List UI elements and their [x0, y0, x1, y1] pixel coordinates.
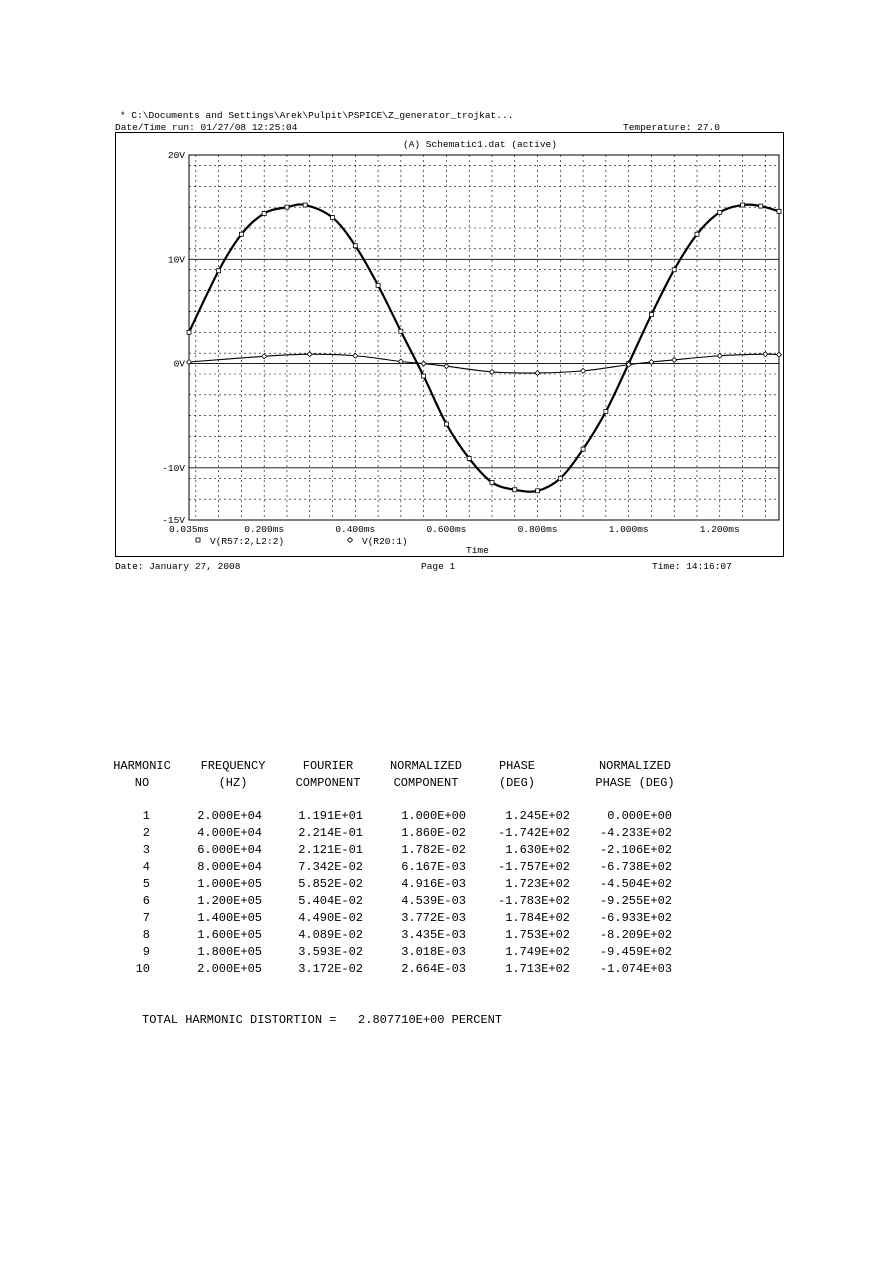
data-point	[777, 352, 782, 357]
table-cell: 4.916E-03	[401, 877, 466, 891]
column-header: NO	[134, 776, 150, 790]
table-cell: 5	[142, 877, 150, 891]
footer-date: Date: January 27, 2008	[115, 561, 241, 572]
x-tick-label: 1.000ms	[608, 524, 649, 535]
table-cell: 6.167E-03	[401, 860, 466, 874]
table-cell: 2	[142, 826, 150, 840]
series-line	[189, 204, 779, 491]
thd-line: TOTAL HARMONIC DISTORTION = 2.807710E+00 PERCENT	[142, 1013, 503, 1027]
table-cell: 5.404E-02	[298, 894, 363, 908]
table-cell: 1	[142, 809, 150, 823]
y-tick-label: 10V	[167, 254, 185, 266]
table-cell: 3.435E-03	[401, 928, 466, 942]
legend-marker-square	[196, 538, 200, 542]
table-cell: 8.000E+04	[197, 860, 262, 874]
table-cell: 2.664E-03	[401, 962, 466, 976]
column-header: (DEG)	[498, 776, 535, 790]
legend-item	[196, 536, 284, 547]
y-tick-label: 0V	[173, 358, 185, 370]
table-cell: 3	[142, 843, 150, 857]
table-cell: 3.172E-02	[298, 962, 363, 976]
table-cell: 2.121E-01	[298, 843, 363, 857]
table-cell: -9.255E+02	[599, 894, 672, 908]
data-point	[581, 447, 585, 451]
data-point	[490, 480, 494, 484]
data-point	[649, 313, 653, 317]
temperature: Temperature: 27.0	[623, 122, 720, 133]
column-header: FREQUENCY	[200, 759, 266, 773]
table-cell: 1.723E+02	[505, 877, 570, 891]
table-cell: -1.783E+02	[497, 894, 570, 908]
table-cell: 1.860E-02	[401, 826, 466, 840]
x-tick-label: 0.035ms	[169, 524, 209, 535]
run-datetime: Date/Time run: 01/27/08 12:25:04	[115, 122, 298, 133]
legend-label: V(R57:2,L2:2)	[210, 536, 285, 547]
legend-marker-diamond	[348, 538, 353, 543]
table-cell: -4.233E+02	[599, 826, 672, 840]
data-point	[331, 216, 335, 220]
data-point	[421, 361, 426, 366]
data-point	[759, 204, 763, 208]
data-point	[604, 410, 608, 414]
table-cell: 1.400E+05	[197, 911, 262, 925]
data-point	[285, 205, 289, 209]
table-cell: -1.742E+02	[497, 826, 570, 840]
table-cell: 1.753E+02	[505, 928, 570, 942]
column-header: NORMALIZED	[389, 759, 462, 773]
data-point	[422, 374, 426, 378]
table-cell: 1.000E+05	[197, 877, 262, 891]
table-cell: 7	[142, 911, 150, 925]
plot-frame	[115, 132, 784, 557]
data-point	[489, 369, 494, 374]
column-header: PHASE (DEG)	[595, 776, 675, 790]
table-cell: 1.713E+02	[505, 962, 570, 976]
table-cell: 10	[135, 962, 150, 976]
table-cell: -6.933E+02	[599, 911, 672, 925]
table-cell: 1.200E+05	[197, 894, 262, 908]
table-cell: 8	[142, 928, 150, 942]
data-point	[444, 364, 449, 369]
table-cell: 0.000E+00	[607, 809, 672, 823]
data-point	[535, 370, 540, 375]
data-point	[558, 476, 562, 480]
data-point	[718, 210, 722, 214]
table-cell: 1.784E+02	[505, 911, 570, 925]
legend-item	[348, 536, 408, 547]
footer-time: Time: 14:16:07	[652, 561, 732, 572]
data-point	[262, 211, 266, 215]
table-cell: 1.630E+02	[505, 843, 570, 857]
column-header: (HZ)	[218, 776, 248, 790]
data-point	[536, 489, 540, 493]
waveform-chart	[116, 133, 783, 556]
table-cell: 1.245E+02	[505, 809, 570, 823]
chart-ticks	[162, 150, 740, 535]
table-cell: 4	[142, 860, 150, 874]
data-point	[262, 354, 267, 359]
table-cell: 9	[142, 945, 150, 959]
y-tick-label: -15V	[162, 515, 185, 526]
y-tick-label: 20V	[167, 150, 185, 161]
footer-page: Page 1	[421, 561, 456, 572]
x-tick-label: 0.200ms	[244, 524, 285, 535]
x-tick-label: 0.400ms	[335, 524, 376, 535]
table-cell: 1.749E+02	[505, 945, 570, 959]
table-cell: 4.490E-02	[298, 911, 363, 925]
legend-label: V(R20:1)	[362, 536, 408, 547]
data-point	[353, 244, 357, 248]
table-cell: 1.800E+05	[197, 945, 262, 959]
column-header: PHASE	[498, 759, 535, 773]
table-cell: 6.000E+04	[197, 843, 262, 857]
chart-legend	[196, 536, 408, 547]
table-cell: -1.757E+02	[497, 860, 570, 874]
data-point	[741, 203, 745, 207]
table-cell: 4.000E+04	[197, 826, 262, 840]
table-cell: 2.214E-01	[298, 826, 363, 840]
x-tick-label: 0.800ms	[517, 524, 558, 535]
table-cell: -2.106E+02	[599, 843, 672, 857]
table-cell: 4.089E-02	[298, 928, 363, 942]
data-point	[467, 456, 471, 460]
table-cell: 3.772E-03	[401, 911, 466, 925]
table-cell: 3.018E-03	[401, 945, 466, 959]
table-cell: -9.459E+02	[599, 945, 672, 959]
x-tick-label: 0.600ms	[426, 524, 467, 535]
chart-title: (A) Schematic1.dat (active)	[403, 139, 557, 150]
column-header: FOURIER	[302, 759, 354, 773]
table-cell: -1.074E+03	[599, 962, 672, 976]
data-point	[695, 232, 699, 236]
table-cell: 4.539E-03	[401, 894, 466, 908]
data-point	[307, 352, 312, 357]
data-point	[217, 269, 221, 273]
chart-series	[187, 203, 782, 493]
table-cell: 1.191E+01	[298, 809, 363, 823]
data-point	[187, 330, 191, 334]
column-header: COMPONENT	[295, 776, 361, 790]
data-point	[763, 352, 768, 357]
table-cell: 1.000E+00	[401, 809, 466, 823]
table-cell: 2.000E+04	[197, 809, 262, 823]
x-tick-label: 1.200ms	[699, 524, 740, 535]
table-cell: 7.342E-02	[298, 860, 363, 874]
table-cell: 3.593E-02	[298, 945, 363, 959]
data-point	[581, 368, 586, 373]
table-cell: 1.600E+05	[197, 928, 262, 942]
data-point	[399, 329, 403, 333]
table-cell: -4.504E+02	[599, 877, 672, 891]
file-path: * C:\Documents and Settings\Arek\Pulpit\PSPICE\Z_generator_trojkat...	[120, 110, 514, 121]
table-cell: 6	[142, 894, 150, 908]
data-point	[353, 353, 358, 358]
column-header: HARMONIC	[113, 759, 171, 773]
data-point	[376, 283, 380, 287]
data-point	[672, 268, 676, 272]
table-cell: 2.000E+05	[197, 962, 262, 976]
column-header: NORMALIZED	[598, 759, 671, 773]
data-point	[717, 353, 722, 358]
data-point	[303, 203, 307, 207]
table-cell: 5.852E-02	[298, 877, 363, 891]
data-point	[672, 357, 677, 362]
data-point	[239, 232, 243, 236]
table-cell: -8.209E+02	[599, 928, 672, 942]
series-1	[187, 203, 781, 493]
table-cell: -6.738E+02	[599, 860, 672, 874]
column-header: COMPONENT	[393, 776, 459, 790]
data-point	[777, 209, 781, 213]
y-tick-label: -10V	[162, 462, 185, 474]
data-point	[444, 422, 448, 426]
table-cell: 1.782E-02	[401, 843, 466, 857]
data-point	[513, 488, 517, 492]
x-axis-label: Time	[466, 545, 489, 556]
